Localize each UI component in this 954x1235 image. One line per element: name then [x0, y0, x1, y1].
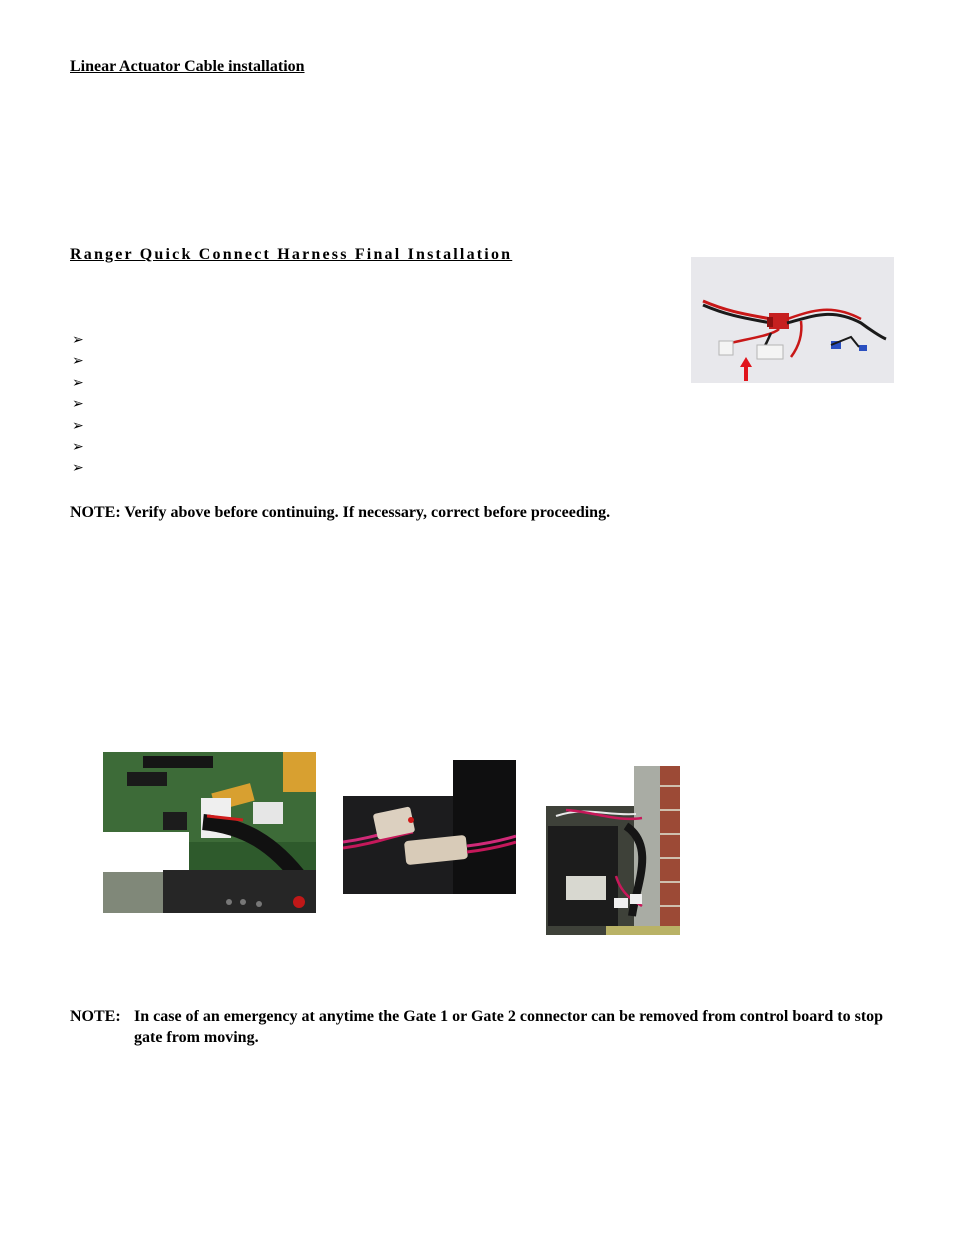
verify-note: NOTE: Verify above before continuing. If necessary, correct before proceeding.: [70, 504, 611, 521]
checklist-bullet-icon: ➢: [72, 333, 84, 348]
emergency-note: [70, 1006, 915, 1048]
checklist-bullet-icon: ➢: [72, 375, 84, 391]
checklist-bullet-icon: ➢: [72, 354, 84, 370]
connector-photo: [343, 760, 516, 894]
checklist-bullet-icon: ➢: [72, 418, 84, 434]
emergency-note-label: NOTE:: [70, 1008, 121, 1025]
harness-photo: [691, 257, 894, 383]
quick-connect-harness-heading: Ranger Quick Connect Harness Final Installation: [70, 246, 513, 263]
linear-actuator-cable-heading: Linear Actuator Cable installation: [70, 58, 305, 75]
checklist: [72, 330, 84, 480]
emergency-note-text: In case of an emergency at anytime the Gate 1 or Gate 2 connector can be removed from control board to stop gate from moving.: [134, 1008, 884, 1046]
checklist-bullet-icon: ➢: [72, 397, 84, 413]
control-board-photo: [103, 752, 316, 913]
checklist-bullet-icon: ➢: [72, 461, 84, 477]
checklist-bullet-icon: ➢: [72, 439, 84, 455]
battery-box-photo: [546, 766, 680, 935]
